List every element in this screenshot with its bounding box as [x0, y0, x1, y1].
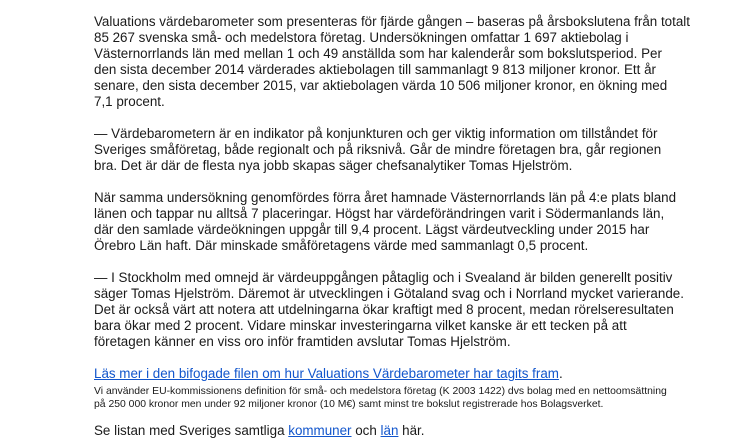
note-line: Vi använder EU-kommissionens definition för små- och medelstora företag (K 2003 1422) dvs bolag med en nettoomsättning	[94, 386, 667, 397]
list-links-prefix: Se listan med Sveriges samtliga	[94, 423, 289, 438]
paragraph-quote-1	[94, 126, 714, 174]
municipalities-link[interactable]: kommuner	[288, 423, 352, 438]
definition-note	[94, 385, 714, 411]
text-line: säger Tomas Hjelström. Däremot är utvecklingen i Götaland svag och i Norrland mycket varierande.	[94, 286, 684, 301]
list-links-suffix: här.	[398, 423, 425, 438]
paragraph-ranking	[94, 190, 714, 254]
text-line: Det är också värt att notera att utdelningarna ökar kraftigt med 8 procent, medan rörelseresultaten	[94, 302, 674, 317]
text-line: bra. Det är där de flesta nya jobb skapas säger chefsanalytiker Tomas Hjelström.	[94, 158, 573, 173]
paragraph-quote-2	[94, 270, 714, 350]
text-line: Valuations värdebarometer som presenteras för fjärde gången – baseras på årsbokslutena från totalt	[94, 14, 690, 29]
text-line: där den samlade värdeökningen uppgår till 9,4 procent. Lägst värdeutveckling under 2015 har	[94, 222, 650, 237]
text-line: Örebro Län haft. Där minskade småföretagens värde med sammanlagt 0,5 procent.	[94, 238, 589, 253]
text-line: 85 267 svenska små- och medelstora företag. Undersökningen omfattar 1 697 aktiebolag i	[94, 30, 629, 45]
text-line: företagen känner en viss oro inför framtiden avslutar Tomas Hjelström.	[94, 334, 511, 349]
text-line: senare, den sista december 2015, var aktiebolagen värda 10 506 miljoner kronor, en ökning med	[94, 78, 668, 93]
text-line: När samma undersökning genomfördes förra året hamnade Västernorrlands län på 4:e plats bland	[94, 190, 677, 205]
counties-link[interactable]: län	[380, 423, 399, 438]
text-line: Sveriges småföretag, både regionalt och på riksnivå. Går de mindre företagen bra, går regionen	[94, 142, 662, 157]
list-links-line	[94, 423, 714, 439]
list-links-middle: och	[351, 423, 381, 438]
read-more-link[interactable]: Läs mer i den bifogade filen om hur Valuations Värdebarometer har tagits fram	[94, 366, 559, 381]
read-more-suffix: .	[558, 366, 563, 381]
text-line: länen och tappar nu alltså 7 placeringar. Högst har värdeförändringen varit i Södermanlands län,	[94, 206, 665, 221]
read-more-line	[94, 366, 714, 382]
text-line: den sista december 2014 värderades aktiebolagen till sammanlagt 9 813 miljoner kronor. Ett år	[94, 62, 656, 77]
document-body	[94, 14, 714, 439]
text-line: 7,1 procent.	[94, 94, 165, 109]
text-line: — Värdebarometern är en indikator på konjunkturen och ger viktig information om tillståndet för	[94, 126, 658, 141]
text-line: bara ökar med 2 procent. Vidare minskar investeringarna vilket kanske är ett tecken på att	[94, 318, 627, 333]
text-line: — I Stockholm med omnejd är värdeuppgången påtaglig och i Svealand är bilden generellt positiv	[94, 270, 673, 285]
text-line: Västernorrlands län med mellan 1 och 49 anställda som har kalenderår som bokslutsperiod. Per	[94, 46, 662, 61]
paragraph-intro	[94, 14, 714, 110]
note-line: på 250 000 kronor men under 92 miljoner kronor (10 M€) samt minst tre bokslut registrerade hos Bolagsverket.	[94, 399, 604, 410]
